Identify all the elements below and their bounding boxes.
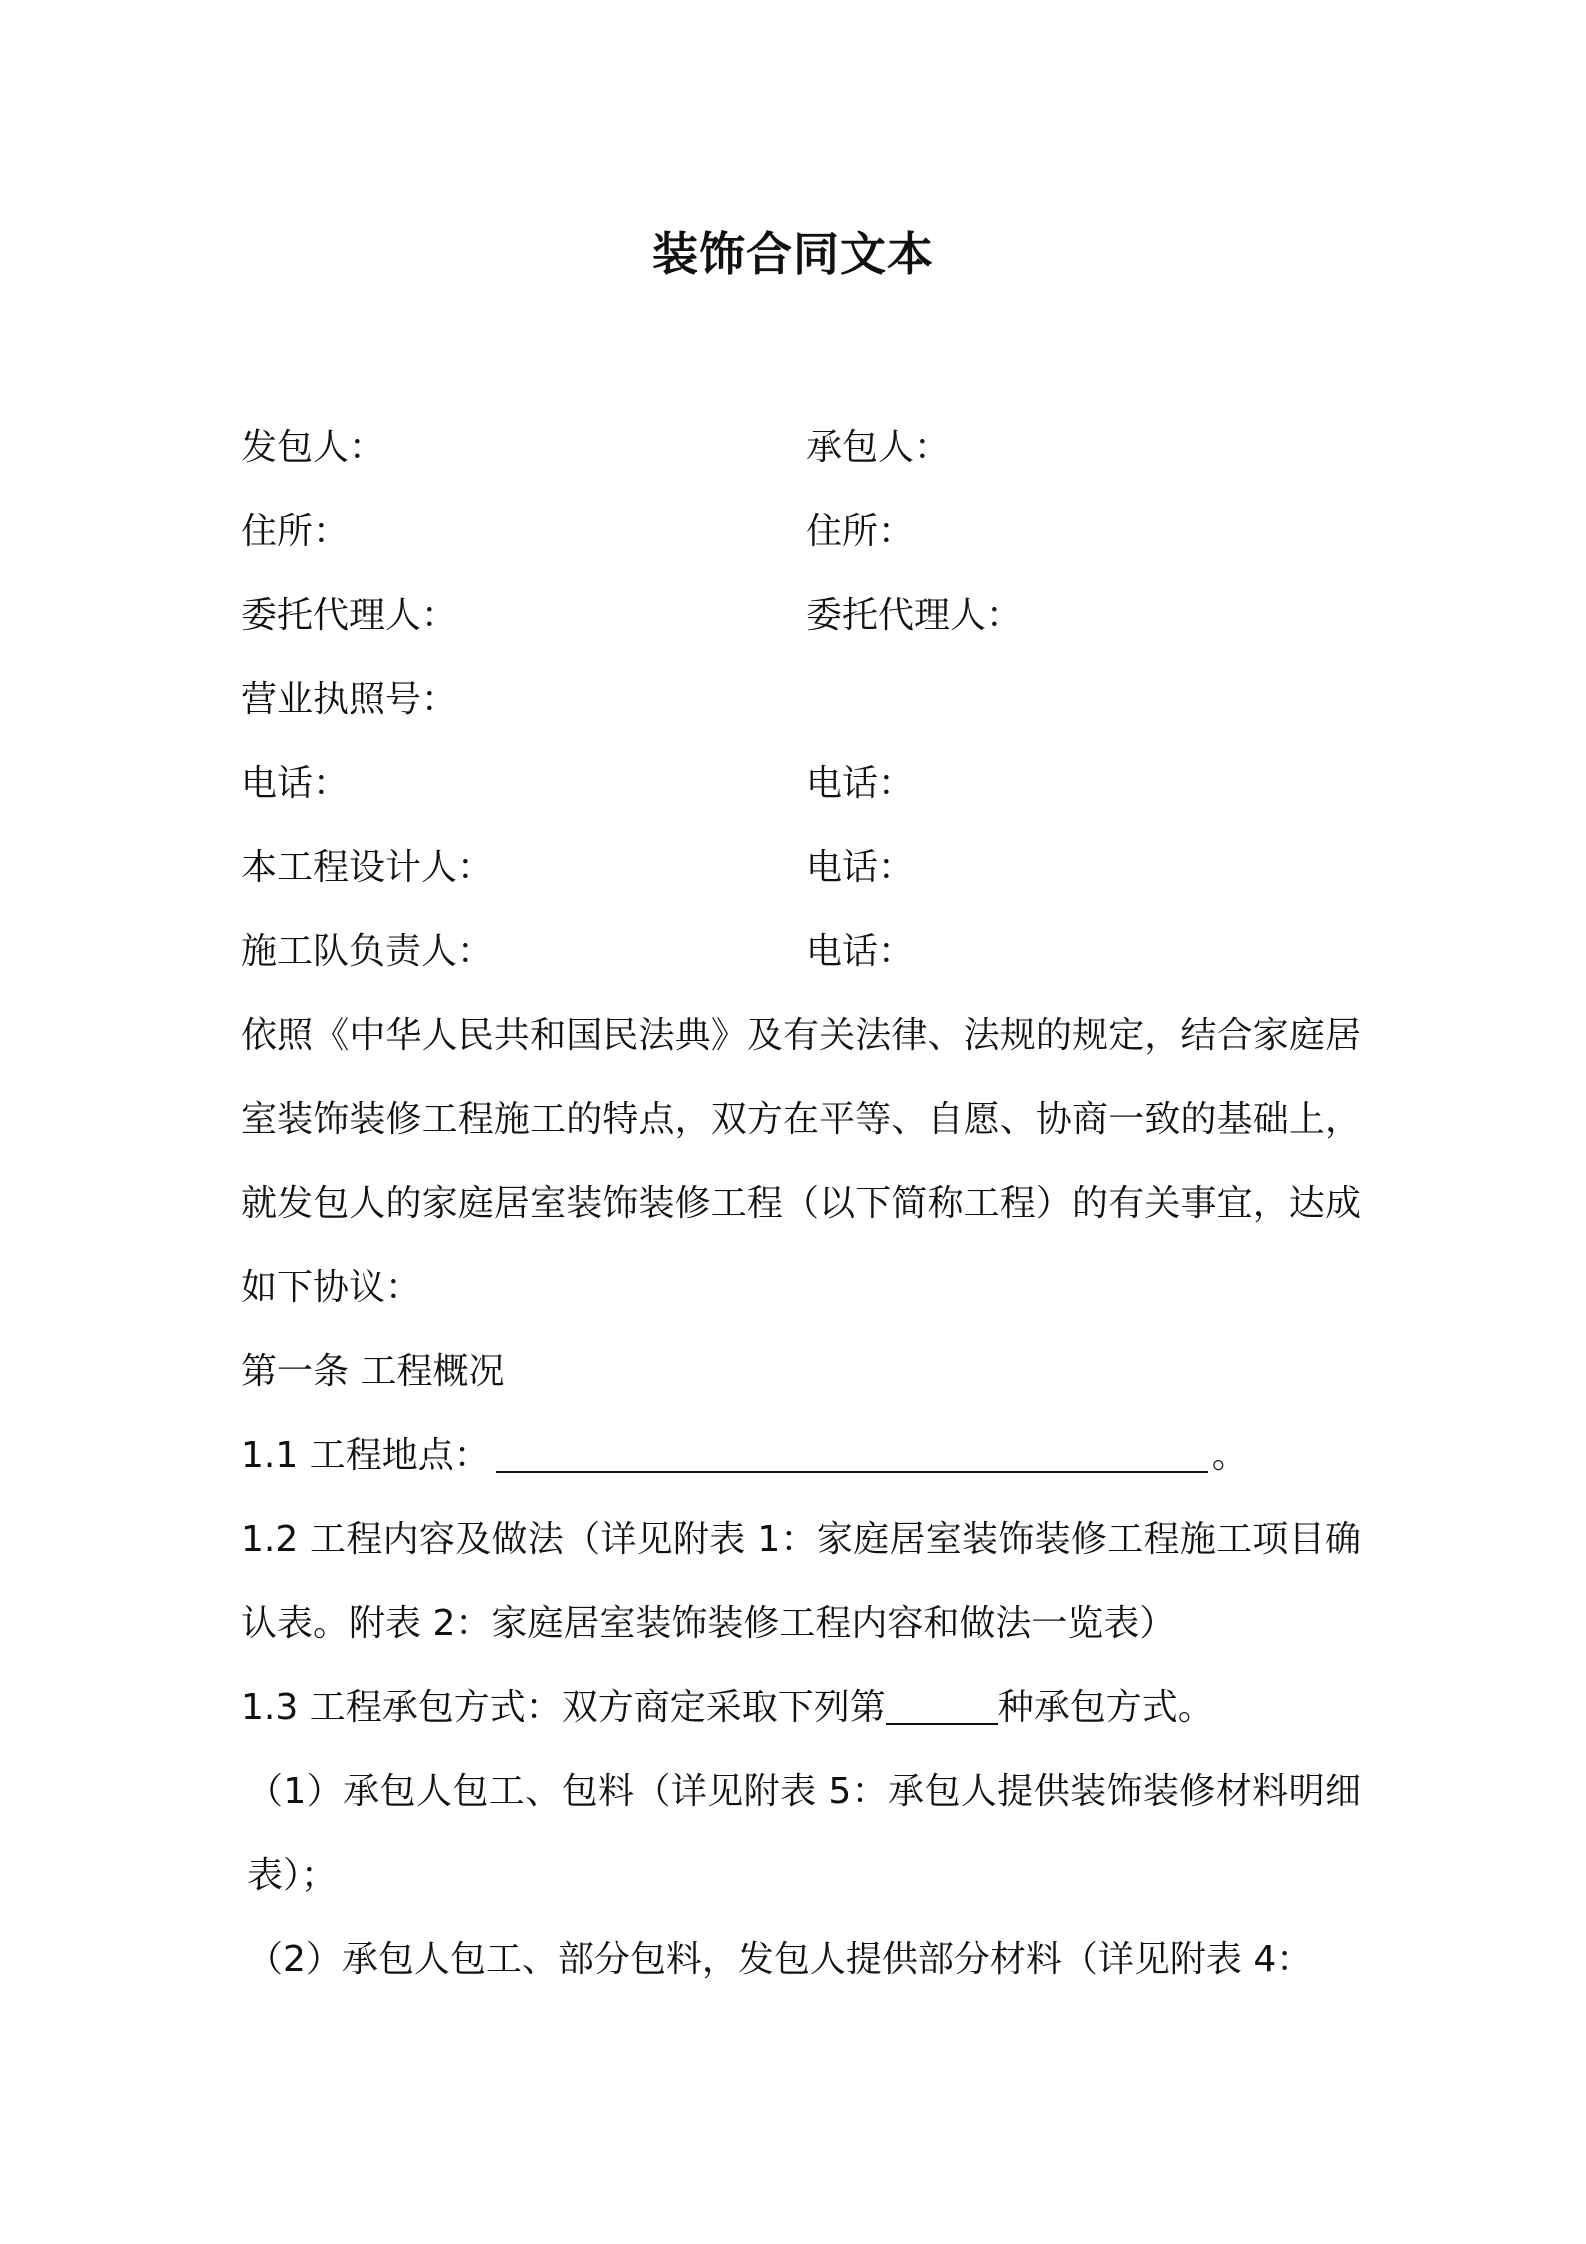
article-1-heading: 第一条 工程概况 [241,1351,505,1392]
business-license-label: 营业执照号： [241,679,458,720]
team-leader-label: 施工队负责人： [241,931,494,972]
team-leader-phone-label: 电话： [806,931,915,972]
empty-cell [806,658,1361,742]
contractor-label: 承包人： [806,427,951,468]
party-row [241,406,1361,490]
option-2: （2）承包人包工、部分包料，发包人提供部分材料（详见附表 4： [247,1939,1313,1980]
party-row [241,574,1361,658]
party-row [241,742,1361,826]
item-1-3 [241,1666,1361,1750]
contractor-phone-label: 电话： [806,763,915,804]
party-row [241,658,1361,742]
document-title: 装饰合同文本 [652,227,934,281]
item-1-1-suffix: 。 [1211,1435,1248,1476]
option-1: （1）承包人包工、包料（详见附表 5：承包人提供装饰装修材料明细表）； [247,1771,1361,1896]
employer-label: 发包人： [241,427,386,468]
item-1-3-label: 1.3 工程承包方式：双方商定采取下列第 [241,1687,886,1728]
preamble-paragraph: 依照《中华人民共和国民法典》及有关法律、法规的规定，结合家庭居室装饰装修工程施工的特点，双方在平等、自愿、协商一致的基础上，就发包人的家庭居室装饰装修工程（以下简称工程）的有关事宜，达成如下协议： [241,1015,1361,1308]
contractor-address-label: 住所： [806,511,915,552]
employer-address-label: 住所： [241,511,350,552]
party-row [241,490,1361,574]
designer-phone-label: 电话： [806,847,915,888]
employer-phone-label: 电话： [241,763,350,804]
employer-agent-label: 委托代理人： [241,595,458,636]
item-1-3-suffix: 种承包方式。 [997,1687,1214,1728]
designer-label: 本工程设计人： [241,847,494,888]
item-1-1-label: 1.1 工程地点： [241,1435,490,1476]
item-1-1 [241,1414,1361,1498]
party-row [241,826,1361,910]
contractor-agent-label: 委托代理人： [806,595,1023,636]
document-body [241,406,1361,2002]
item-1-2: 1.2 工程内容及做法（详见附表 1：家庭居室装饰装修工程施工项目确认表。附表 2：家庭居室装饰装修工程内容和做法一览表） [241,1519,1361,1644]
contract-mode-blank [886,1687,998,1725]
project-location-blank [496,1435,1208,1473]
party-row [241,910,1361,994]
